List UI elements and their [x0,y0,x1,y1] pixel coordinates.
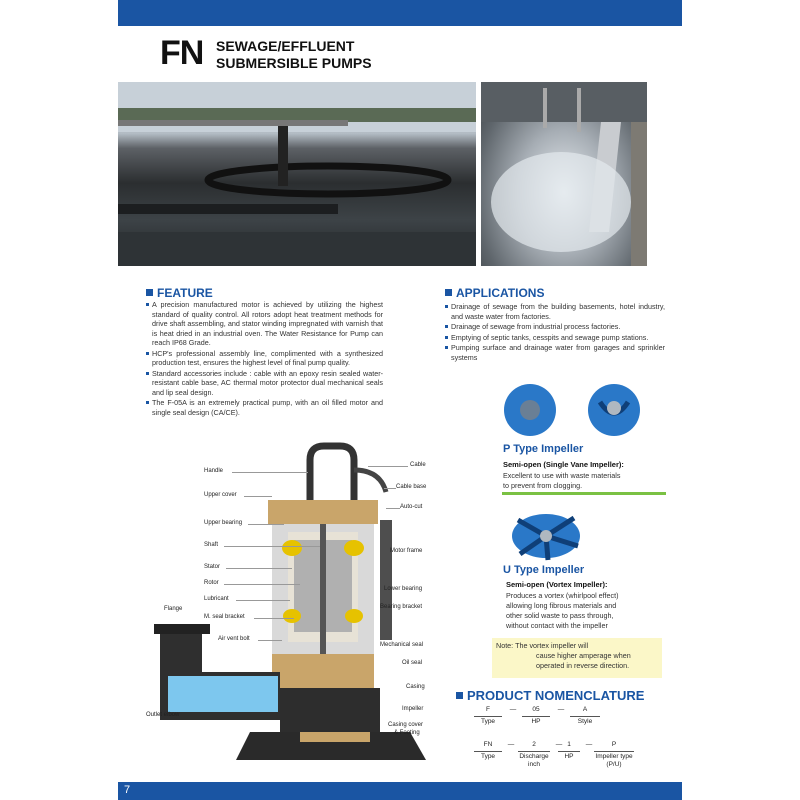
label-outlet-elbow: Outlet elbow [146,712,180,718]
nom-row1-type-label: Type [480,718,496,725]
leader-line [236,600,290,601]
u-type-title: U Type Impeller [503,564,585,576]
label-footing: & Footing [394,730,420,736]
leader-line [226,568,292,569]
nom-row2-dash: — [555,741,563,748]
nom-underline [558,751,580,752]
p-type-title: P Type Impeller [503,443,584,455]
nom-underline [518,751,550,752]
treatment-plant-illustration [118,82,476,266]
square-bullet-icon [445,289,452,296]
nom-row2-impeller-label [588,753,640,769]
nom-row1-style-label: Style [577,718,593,725]
u-type-impeller-illustration [508,506,584,562]
applications-list [445,302,665,363]
top-bar [118,0,682,26]
nom-row2-type-label: Type [480,753,496,760]
application-item: Drainage of sewage from industrial process factories. [445,322,665,332]
page-number: 7 [124,784,131,796]
nom-impeller-label-line: (P/U) [606,761,622,768]
leader-line [224,584,300,585]
application-item: Drainage of sewage from the building basements, hotel industry, and waste water from factories. [445,302,665,321]
label-motor-frame: Motor frame [390,548,423,554]
nom-row1-type-value: F [486,706,490,713]
nom-underline [570,716,600,717]
u-type-desc-line: Produces a vortex (whirlpool effect) [506,591,619,600]
feature-list [146,300,383,418]
page-title [216,38,372,72]
square-bullet-icon [146,289,153,296]
note-box [492,638,662,678]
label-auto-cut: Auto-cut [400,504,423,510]
label-flange: Flange [164,606,183,612]
u-type-description [506,591,619,631]
nomenclature-heading: PRODUCT NOMENCLATURE [456,688,644,703]
label-casing-cover: Casing cover [388,722,424,728]
nom-discharge-label-line: inch [528,761,540,768]
p-type-description [503,471,620,491]
leader-line [254,618,294,619]
note-label: Note: [496,641,514,650]
leader-line [248,524,284,525]
nom-row2-hp-value: 1 [567,741,571,748]
label-casing: Casing [406,684,425,690]
green-divider [502,492,666,495]
label-stator: Stator [204,564,221,570]
nom-row2-discharge-value: 2 [532,741,536,748]
nom-underline [474,751,502,752]
nom-row2-hp-label: HP [564,753,574,760]
note-line: cause higher amperage when [536,651,631,660]
label-upper-bearing: Upper bearing [204,520,243,526]
label-cable: Cable [410,462,426,468]
label-m-seal-bracket: M. seal bracket [204,614,245,620]
nom-row2-dash: — [507,741,515,748]
application-item: Pumping surface and drainage water from garages and sprinkler systems [445,343,665,362]
label-air-vent-bolt: Air vent bolt [218,636,250,642]
nom-discharge-label-line: Discharge [519,753,549,760]
nom-underline [474,716,502,717]
label-handle: Handle [204,468,224,474]
note-line: The vortex impeller will [515,641,589,650]
label-lower-bearing: Lower bearing [384,586,423,592]
nom-row1-hp-label: HP [531,718,541,725]
leader-line [384,488,396,489]
title-line-2: SUBMERSIBLE PUMPS [216,55,372,71]
leader-line [224,546,320,547]
feature-heading: FEATURE [146,286,213,300]
u-type-desc-line: allowing long fibrous materials and [506,601,617,610]
nom-row2-type-value: FN [483,741,493,748]
u-type-desc-line: without contact with the impeller [506,621,608,630]
label-mechanical-seal: Mechanical seal [380,642,424,648]
nom-underline [522,716,550,717]
p-type-desc-line: Excellent to use with waste materials [503,471,621,480]
square-bullet-icon [456,692,463,699]
nom-row1-dash: — [509,706,517,713]
p-type-subtitle: Semi-open (Single Vane Impeller): [503,460,624,469]
feature-item: The F-05A is an extremely practical pump, with an oil filled motor and single seal design (CA/CE). [146,398,383,417]
label-upper-cover: Upper cover [204,492,237,498]
leader-line [368,466,408,467]
nom-row1-style-value: A [582,706,588,713]
p-type-impeller-images [500,380,650,440]
leader-line [244,496,272,497]
pump-cutaway-diagram [140,440,440,770]
sewage-water-illustration [481,82,647,266]
feature-item: Standard accessories include : cable with an epoxy resin sealed water-resistant cable base, AC thermal motor protector dual mechanical seals and lip seal design. [146,369,383,398]
label-shaft: Shaft [204,542,219,548]
feature-item: A precision manufactured motor is achieved by utilizing the highest standard of quality control. All rotors adopt heat treatment methods for drive shaft assembling, and stator winding impregnated with varnish that is heat dried in an industrial oven. The Water Resistance for Pump can reach IP68 Grade. [146,300,383,348]
leader-line [386,508,400,509]
bottom-bar [118,782,682,800]
note-line: operated in reverse direction. [536,661,630,670]
p-type-desc-line: to prevent from clogging. [503,481,583,490]
label-bearing-bracket: Bearing bracket [380,604,423,610]
nom-underline [594,751,634,752]
u-type-impeller-image [508,506,584,562]
u-type-desc-line: other solid waste to pass through, [506,611,614,620]
u-type-subtitle: Semi-open (Vortex Impeller): [506,580,608,589]
label-lubricant: Lubricant [204,596,229,602]
label-rotor: Rotor [204,580,219,586]
label-oil-seal: Oil seal [402,660,423,666]
feature-item: HCP's professional assembly line, complimented with a synthesized production test, ensures the highest level of final pump quality. [146,349,383,368]
label-cable-base: Cable base [396,484,427,490]
nom-row1-hp-value: 05 [532,706,540,713]
nom-row2-dash: — [585,741,593,748]
title-line-1: SEWAGE/EFFLUENT [216,38,355,54]
nom-row1-dash: — [557,706,565,713]
sewage-water-photo [481,82,647,266]
label-impeller: Impeller [402,706,424,712]
leader-line [232,472,308,473]
nom-row2-discharge-label [512,753,556,769]
brand-title: FN [160,34,204,72]
nom-row2-impeller-value: P [611,741,617,748]
p-type-impeller-illustration [500,380,650,440]
treatment-plant-photo [118,82,476,266]
leader-line [258,640,282,641]
nom-impeller-label-line: Impeller type [595,753,633,760]
applications-heading: APPLICATIONS [445,286,544,300]
application-item: Emptying of septic tanks, cesspits and sewage pump stations. [445,333,665,343]
